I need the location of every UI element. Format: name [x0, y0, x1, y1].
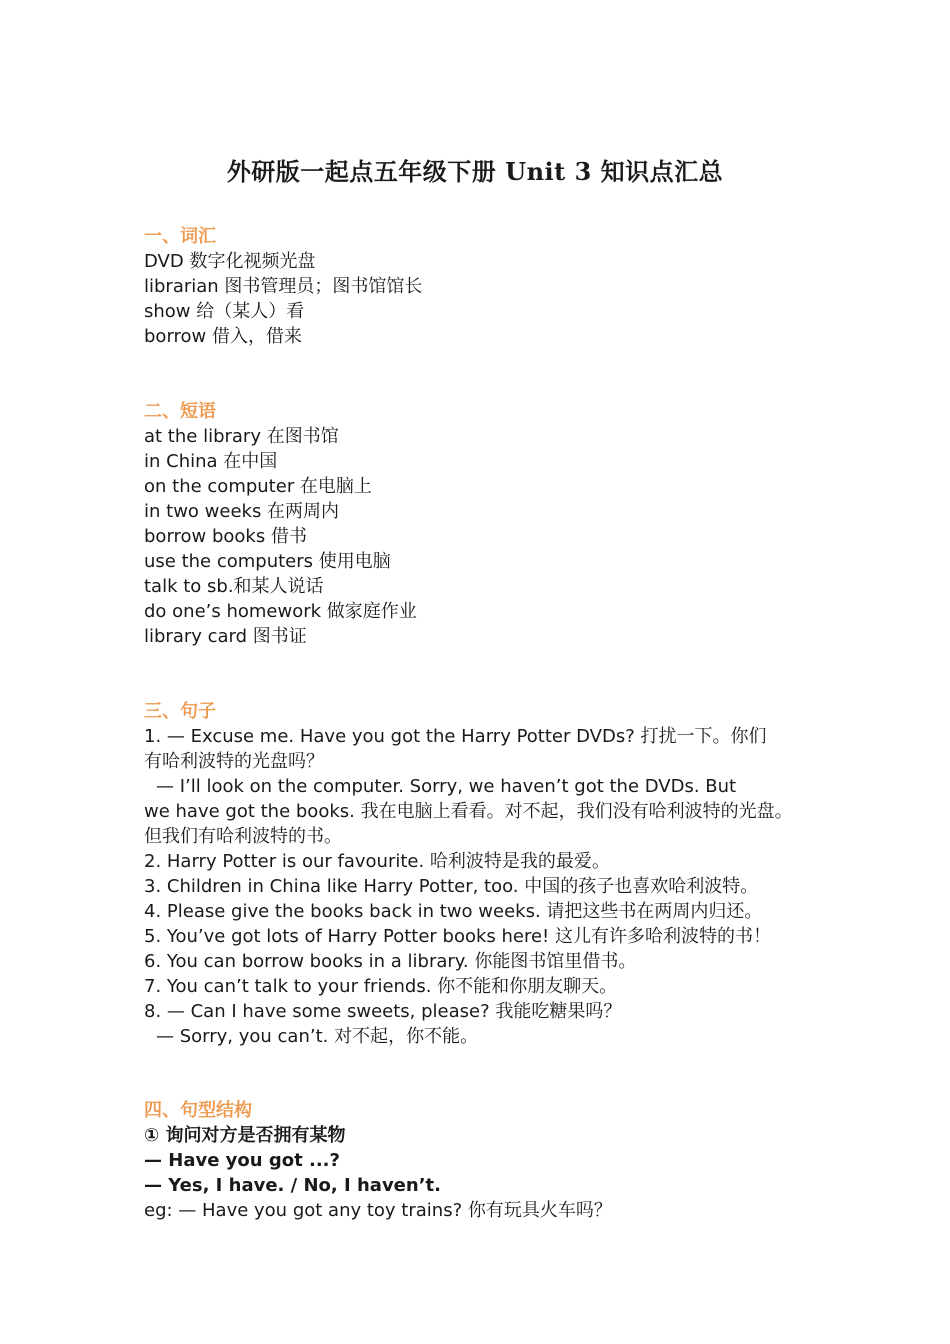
structure-answer: — Yes, I have. / No, I haven’t.: [144, 1175, 441, 1196]
phrase-item: on the computer 在电脑上: [144, 476, 372, 497]
sentence-line: 5. You’ve got lots of Harry Potter books here! 这儿有许多哈利波特的书！: [144, 926, 771, 947]
sentence-line: 4. Please give the books back in two weeks. 请把这些书在两周内归还。: [144, 901, 763, 922]
vocab-item: librarian 图书管理员；图书馆馆长: [144, 276, 423, 297]
section-heading: 四、句型结构: [144, 1100, 252, 1121]
phrase-item: at the library 在图书馆: [144, 426, 339, 447]
sentence-line: 1. — Excuse me. Have you got the Harry Potter DVDs? 打扰一下。你们: [144, 726, 767, 747]
section-phrases: [144, 399, 820, 649]
sentence-line: — I’ll look on the computer. Sorry, we haven’t got the DVDs. But: [156, 776, 737, 797]
section-heading: 二、短语: [144, 401, 216, 422]
vocab-item: show 给（某人）看: [144, 301, 305, 322]
section-sentences: [144, 699, 820, 1049]
vocab-item: borrow 借入，借来: [144, 326, 302, 347]
sentence-line: we have got the books. 我在电脑上看看。对不起，我们没有哈利波特的光盘。: [144, 801, 793, 822]
structure-question: — Have you got ...?: [144, 1150, 340, 1171]
section-heading: 三、句子: [144, 701, 216, 722]
sentence-line: 3. Children in China like Harry Potter, too. 中国的孩子也喜欢哈利波特。: [144, 876, 759, 897]
sentence-line: 6. You can borrow books in a library. 你能图书馆里借书。: [144, 951, 637, 972]
sentence-line: 有哈利波特的光盘吗？: [144, 751, 324, 772]
sentence-line: 但我们有哈利波特的书。: [144, 826, 342, 847]
sentence-line: 7. You can’t talk to your friends. 你不能和你朋友聊天。: [144, 976, 618, 997]
structure-example: eg: — Have you got any toy trains? 你有玩具火车吗？: [144, 1200, 612, 1221]
document-body: [144, 224, 820, 1223]
section-heading: 一、词汇: [144, 226, 216, 247]
page-title: 外研版一起点五年级下册 Unit 3 知识点汇总: [226, 157, 724, 186]
phrase-item: talk to sb.和某人说话: [144, 576, 324, 597]
phrase-item: in China 在中国: [144, 451, 278, 472]
phrase-item: do one’s homework 做家庭作业: [144, 601, 417, 622]
phrase-item: in two weeks 在两周内: [144, 501, 340, 522]
vocab-item: DVD 数字化视频光盘: [144, 251, 316, 272]
phrase-item: borrow books 借书: [144, 526, 307, 547]
phrase-item: library card 图书证: [144, 626, 307, 647]
section-structures: [144, 1098, 820, 1223]
sentence-line: 2. Harry Potter is our favourite. 哈利波特是我的最爱。: [144, 851, 610, 872]
sentence-line: — Sorry, you can’t. 对不起，你不能。: [156, 1026, 479, 1047]
phrase-item: use the computers 使用电脑: [144, 551, 391, 572]
structure-subheading: ① 询问对方是否拥有某物: [144, 1125, 346, 1146]
section-vocabulary: [144, 224, 820, 349]
sentence-line: 8. — Can I have some sweets, please? 我能吃糖果吗？: [144, 1001, 622, 1022]
